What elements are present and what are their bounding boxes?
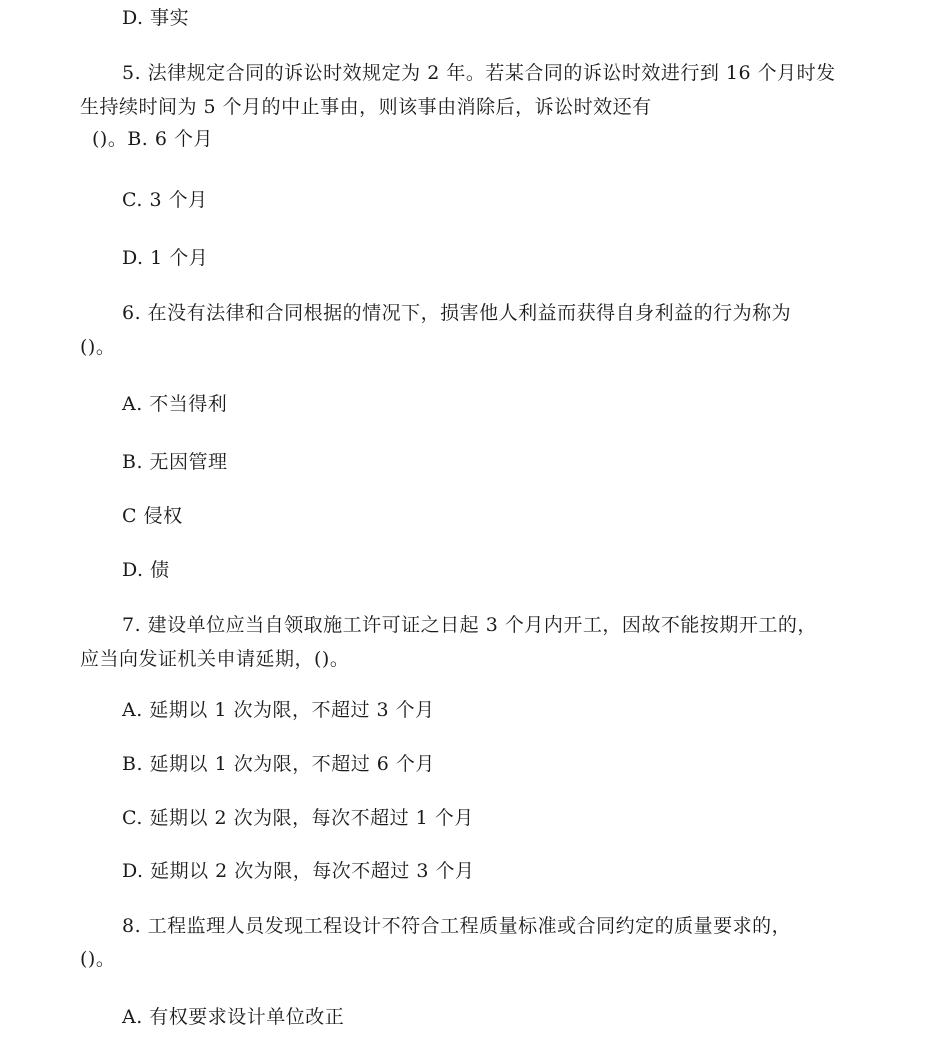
q7-option-c: C. 延期以 2 次为限，每次不超过 1 个月	[122, 807, 474, 829]
q7-option-b: B. 延期以 1 次为限，不超过 6 个月	[122, 753, 435, 775]
q7-option-d: D. 延期以 2 次为限，每次不超过 3 个月	[122, 860, 475, 882]
q7-stem-line-1: 7. 建设单位应当自领取施工许可证之日起 3 个月内开工，因故不能按期开工的，	[122, 614, 817, 636]
q5-stem-line-1: 5. 法律规定合同的诉讼时效规定为 2 年。若某合同的诉讼时效进行到 16 个月时发	[122, 62, 836, 84]
q8-option-a: A. 有权要求设计单位改正	[122, 1006, 345, 1028]
q8-stem-line-2: ()。	[80, 948, 116, 970]
q6-option-c: C 侵权	[122, 505, 183, 527]
q7-stem-line-2: 应当向发证机关申请延期，()。	[80, 648, 350, 670]
q5-stem-line-2: 生持续时间为 5 个月的中止事由，则该事由消除后，诉讼时效还有	[80, 96, 652, 118]
q5-option-d: D. 1 个月	[122, 247, 209, 269]
q6-option-a: A. 不当得利	[122, 393, 228, 415]
q4-option-d: D. 事实	[122, 7, 190, 29]
q7-option-a: A. 延期以 1 次为限，不超过 3 个月	[122, 699, 435, 721]
q6-option-b: B. 无因管理	[122, 451, 228, 473]
q6-option-d: D. 债	[122, 559, 170, 581]
q6-stem-line-1: 6. 在没有法律和合同根据的情况下，损害他人利益而获得自身利益的行为称为	[122, 302, 792, 324]
q8-stem-line-1: 8. 工程监理人员发现工程设计不符合工程质量标准或合同约定的质量要求的，	[122, 915, 792, 937]
q5-stem-line-3: ()。B. 6 个月	[92, 128, 213, 150]
q6-stem-line-2: ()。	[80, 336, 116, 358]
q5-option-c: C. 3 个月	[122, 189, 208, 211]
